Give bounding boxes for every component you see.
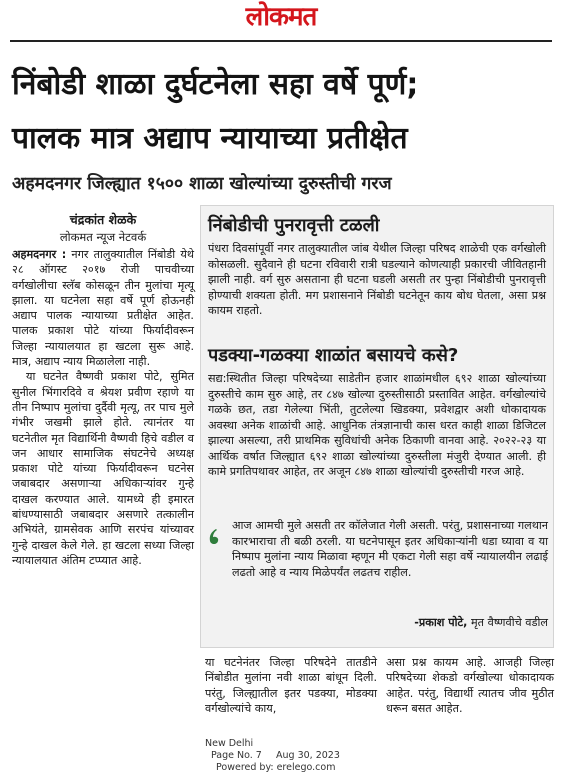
author-name: चंद्रकांत शेळके	[69, 212, 137, 227]
quote-mark-icon	[208, 525, 224, 543]
masthead-divider	[10, 40, 552, 42]
article-middle-column: या घटनेनंतर जिल्हा परिषदेने तातडीने निंबोडीत मुलांना नवी शाळा बांधून दिली. परंतु, जिल्ह्यातील इतर पडक्या, मोडक्या वर्गखोल्यांचे काय,	[205, 656, 377, 715]
footer-city: New Delhi	[205, 738, 254, 749]
subheadline: अहमदनगर जिल्ह्यात १५०० शाळा खोल्यांच्या दुरुस्तीची गरज	[12, 174, 392, 194]
quote-attribution: -प्रकाश पोटे, मृत वैष्णवीचे वडील	[414, 616, 548, 629]
sidebar-heading-1: निंबोडीची पुनरावृत्ती टळली	[208, 215, 380, 236]
news-agency: लोकमत न्यूज नेटवर्क	[59, 230, 147, 244]
masthead-logo: लोकमत	[245, 2, 317, 32]
pull-quote: आज आमची मुले असती तर कॉलेजात गेली असती. परंतु, प्रशासनाच्या गलथान कारभाराचा ती बळी ठरली. या घटनेपासून इतर अधिकाऱ्यांनी धडा घ्यावा व या निष्पाप मुलांना न्याय मिळावा म्हणून मी एकटा गेली सहा वर्षे न्यायालयीन लढाई लढतो आहे व न्याय मिळेपर्यंत लढतच राहील.	[232, 519, 548, 579]
article-left-column	[12, 247, 194, 568]
footer-powered-by: Powered by: erelego.com	[216, 762, 336, 773]
sidebar-text-1: पंधरा दिवसांपूर्वी नगर तालुक्यातील जांब येथील जिल्हा परिषद शाळेची एक वर्गखोली कोसळली. सुदैवाने ही घटना रविवारी रात्री घडल्याने कोणत्याही प्रकारची जीवितहानी झाली नाही. वर्ग सुरु असताना ही घटना घडली असती तर पुन्हा निंबोडीची पुनरावृत्ती होण्याची शक्यता होती. मग प्रशासनाने निंबोडी घटनेतून काय बोध घेतला, असा प्रश्न कायम राहतो.	[208, 242, 546, 317]
article-paragraph-1: अहमदनगर : नगर तालुक्यातील निंबोडी येथे २८ ऑगस्ट २०१७ रोजी पाचवीच्या वर्गखोलीचा स्लॅब कोसळून तीन मुलांचा मृत्यू झाला. या घटनेला सहा वर्षे पूर्ण होऊनही अद्याप पालक न्यायाच्या प्रतीक्षेत आहेत. पालक प्रकाश पोटे यांच्या फिर्यादीवरून जिल्हा न्यायालयात हा खटला सुरू आहे. मात्र, अद्याप न्याय मिळालेला नाही.	[12, 248, 195, 369]
footer-page: Page No. 7	[211, 750, 262, 761]
headline-line-2: पालक मात्र अद्याप न्यायाच्या प्रतीक्षेत	[12, 121, 408, 156]
dateline: अहमदनगर :	[12, 248, 67, 261]
headline	[12, 58, 552, 166]
sidebar-text-2: सद्य:स्थितीत जिल्हा परिषदेच्या साडेतीन हजार शाळांमधील ६९२ शाळा खोल्यांच्या दुरुस्तीचे काम सुरु आहे, तर ८४७ खोल्या दुरुस्तीसाठी प्रस्तावित आहेत. वर्गखोल्यांचे गळके छत, तडा गेलेल्या भिंती, तुटलेल्या खिडक्या, प्रवेशद्वार अशी धोकादायक अवस्था अनेक शाळांची आहे. आधुनिक तंत्रज्ञानाची कास धरत काही शाळा डिजिटल झाल्या असल्या, तरी प्राथमिक सुविधांची अनेक ठिकाणी वानवा आहे. २०२२-२३ या आर्थिक वर्षात जिल्ह्यात ६९२ शाळा खोल्यांच्या दुरुस्तीला मंजुरी देण्यात आली. ही कामे प्रगतिपथावर आहेत, तर अजून ८४७ शाळा खोल्यांची दुरुस्तीची गरज आहे.	[208, 372, 546, 478]
article-right-column: असा प्रश्न कायम आहे. आजही जिल्हा परिषदेच्या शेकडो वर्गखोल्या धोकादायक आहेत. परंतु, विद्यार्थी त्यातच जीव मुठीत धरून बसत आहेत.	[386, 656, 554, 715]
footer-date: Aug 30, 2023	[276, 750, 340, 761]
headline-line-1: निंबोडी शाळा दुर्घटनेला सहा वर्षे पूर्ण;	[12, 67, 419, 102]
sidebar-heading-2: पडक्या-गळक्या शाळांत बसायचे कसे?	[208, 345, 459, 366]
article-paragraph-2: या घटनेत वैष्णवी प्रकाश पोटे, सुमित सुनील भिंगारदिवे व श्रेयश प्रवीण रहाणे या तीन निष्पाप मुलांचा दुर्दैवी मृत्यू, तर पाच मुले गंभीर जखमी झाले होते. त्यानंतर या घटनेतील मृत विद्यार्थिनी वैष्णवी हिचे वडील व जन आधार सामाजिक संघटनेचे अध्यक्ष प्रकाश पोटे यांच्या फिर्यादीवरून घटनेस जबाबदार असणाऱ्या अधिकाऱ्यांवर गुन्हे दाखल करण्यात आले. यामध्ये ही इमारत बांधण्यासाठी जबाबदार असणारे तत्कालीन अभियंते, ग्रामसेवक आणि सरपंच यांच्यावर गुन्हे दाखल केले गेले. हा खटला सध्या जिल्हा न्यायालयात अंतिम टप्प्यात आहे.	[12, 370, 194, 567]
